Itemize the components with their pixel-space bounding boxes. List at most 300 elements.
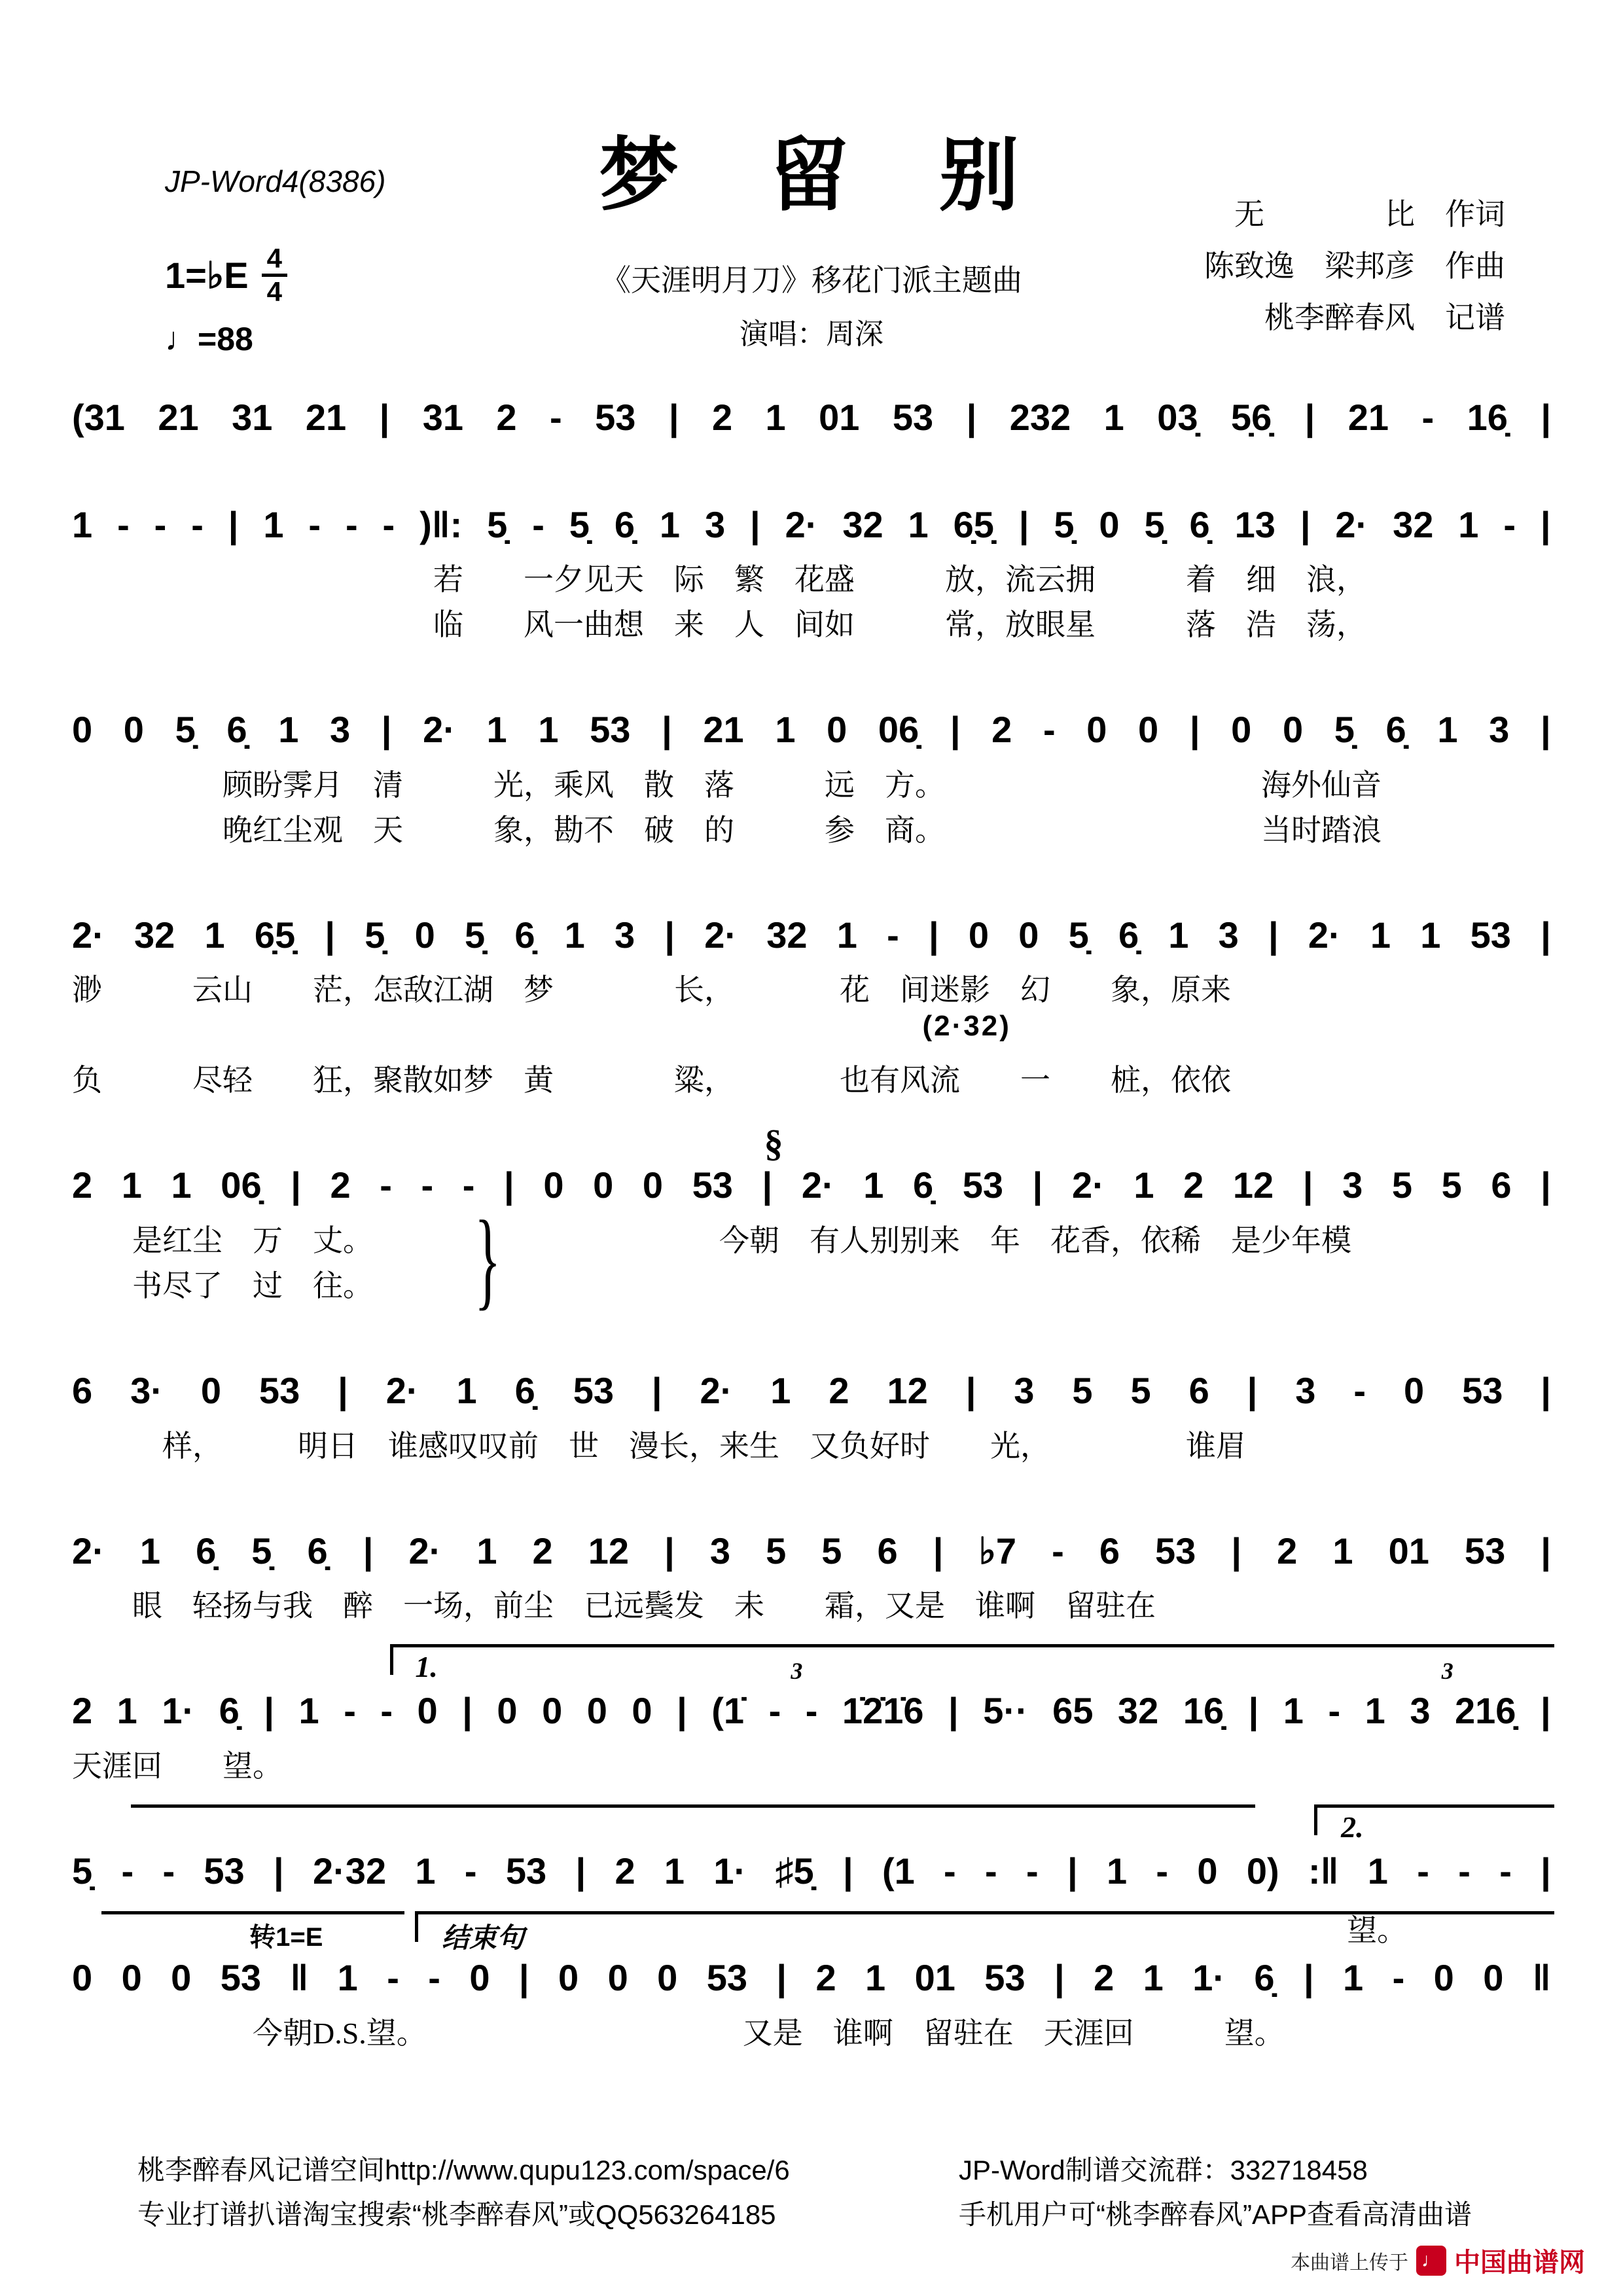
note-token: 3 xyxy=(1218,914,1239,956)
note-token: 2· xyxy=(1335,503,1368,545)
note-token: 53 xyxy=(220,1957,261,1999)
note-token: | xyxy=(1541,397,1551,438)
lyrics-block xyxy=(72,967,1551,1103)
lyrics-block xyxy=(72,557,1551,647)
note-token: 1· xyxy=(713,1850,747,1892)
note-token: 2 xyxy=(532,1530,553,1571)
note-token: | xyxy=(1189,709,1200,751)
music-system xyxy=(72,1366,1551,1469)
music-line xyxy=(72,1953,1551,2003)
lyric-line: 顾盼霁月 清 光，乘风 散 落 远 方。 海外仙音 xyxy=(72,768,1382,802)
music-system xyxy=(72,1650,1551,1789)
tempo-marking: ♩=88 xyxy=(165,321,253,358)
note-token: 16̣ xyxy=(1183,1690,1224,1732)
note-token: - xyxy=(944,1850,956,1892)
note-token: 5 xyxy=(766,1530,787,1571)
page-title: 梦 留 别 xyxy=(599,132,1024,221)
note-token: ‖ xyxy=(290,1957,309,1999)
note-token: 6̣ xyxy=(226,709,247,751)
triplet-mark: 3 xyxy=(791,1658,803,1685)
note-token: - xyxy=(421,1164,434,1206)
note-token: - xyxy=(1353,1369,1366,1411)
note-token: 6̣ xyxy=(614,503,635,545)
note-token: 2· xyxy=(408,1530,442,1571)
note-token: | xyxy=(965,1369,976,1411)
note-token: 2· xyxy=(1071,1164,1105,1206)
note-token: | xyxy=(1032,1164,1043,1206)
note-token: | xyxy=(651,1369,662,1411)
note-token: | xyxy=(1067,1850,1078,1892)
volta2-bracket-cont xyxy=(101,1911,404,1914)
note-token: 2· xyxy=(1308,914,1341,956)
note-token: 3 xyxy=(709,1530,731,1571)
qupu-logo-icon: ♩ xyxy=(1416,2246,1446,2276)
service-contact-line: 专业打谱扒谱淘宝搜索“桃李醉春风”或QQ563264185 xyxy=(137,2199,776,2231)
note-token: | xyxy=(1541,1530,1551,1571)
music-system xyxy=(72,1526,1551,1629)
lyrics-block xyxy=(72,1744,1551,1789)
note-token: 6 xyxy=(1099,1530,1120,1571)
note-token: 32 xyxy=(766,914,808,956)
note-token: | xyxy=(1540,503,1551,545)
note-token: - xyxy=(464,1850,477,1892)
note-token: 3 xyxy=(1014,1369,1035,1411)
note-token: 0 xyxy=(1018,914,1039,956)
note-token: | xyxy=(379,397,390,438)
lyrics-block xyxy=(72,1583,1551,1628)
note-token: 65 xyxy=(1052,1690,1094,1732)
lyric-line: 今朝D.S.望。 又是 谁啊 留驻在 天涯回 望。 xyxy=(72,2016,1285,2050)
note-token: - xyxy=(191,503,204,545)
note-token: 1 xyxy=(139,1530,161,1571)
transcriber-space-url: 桃李醉春风记谱空间http://www.qupu123.com/space/6 xyxy=(137,2155,790,2185)
note-token: 1 xyxy=(564,914,585,956)
note-token: 53 xyxy=(692,1164,733,1206)
note-token: 0 xyxy=(827,709,847,751)
note-token: | xyxy=(762,1164,773,1206)
triplet-mark: 3 xyxy=(1441,1658,1454,1685)
note-token: - xyxy=(1328,1690,1341,1732)
note-token: - xyxy=(1503,503,1516,545)
note-token: 12 xyxy=(1232,1164,1274,1206)
note-token: 2 xyxy=(72,1690,93,1732)
music-system xyxy=(72,393,1551,442)
note-token: 0 xyxy=(171,1957,192,1999)
note-token: 31 xyxy=(422,397,463,438)
note-token: 01 xyxy=(1388,1530,1429,1571)
note-token: - xyxy=(550,397,562,438)
note-token: 2 xyxy=(815,1957,836,1999)
note-token: 5·· xyxy=(983,1690,1028,1732)
note-token: - xyxy=(985,1850,997,1892)
note-token: 6̣ xyxy=(307,1530,328,1571)
note-token: 1 xyxy=(263,503,284,545)
site-brand-name: 中国曲谱网 xyxy=(1454,2248,1585,2277)
lyrics-block xyxy=(72,762,1551,853)
key-signature-block xyxy=(165,243,287,358)
note-token: 53 xyxy=(505,1850,547,1892)
key-time-row xyxy=(165,243,287,307)
note-token: 1 xyxy=(908,503,929,545)
note-token: 0 xyxy=(968,914,990,956)
note-token: 0 xyxy=(1282,709,1304,751)
note-token: | xyxy=(338,1369,348,1411)
note-token: 6̣ xyxy=(219,1690,240,1732)
note-token: 31 xyxy=(232,397,273,438)
note-token: 1 xyxy=(278,709,299,751)
lyric-line: 晚红尘观 天 象，勘不 破 的 参 商。 当时踏浪 xyxy=(72,813,1382,847)
note-token: 6 xyxy=(877,1530,898,1571)
music-line xyxy=(72,500,1551,550)
note-token: | xyxy=(1302,1164,1313,1206)
note-token: | xyxy=(662,709,672,751)
note-token: :‖ xyxy=(1308,1850,1339,1892)
note-token: 21 xyxy=(305,397,347,438)
note-token: 1 xyxy=(1106,1850,1128,1892)
music-line xyxy=(72,393,1551,442)
note-token: 1 xyxy=(765,397,786,438)
note-token: 3 xyxy=(1295,1369,1316,1411)
note-token: 3· xyxy=(130,1369,163,1411)
note-token: 1 xyxy=(337,1957,358,1999)
note-token: 0 xyxy=(1483,1957,1504,1999)
note-token: (31 xyxy=(72,397,125,438)
note-token: 5̣ xyxy=(464,914,486,956)
note-token: 1 xyxy=(476,1530,497,1571)
note-token: 0) xyxy=(1246,1850,1279,1892)
note-token: 32 xyxy=(1117,1690,1159,1732)
note-token: ‖ xyxy=(1532,1957,1551,1999)
note-token: - xyxy=(387,1957,399,1999)
note-token: 2 xyxy=(1183,1164,1204,1206)
note-token: 6̣ xyxy=(1118,914,1139,956)
note-token: 1· xyxy=(1192,1957,1225,1999)
note-token: | xyxy=(1054,1957,1065,1999)
note-token: | xyxy=(504,1164,514,1206)
lyric-line: 渺 云山 茫，怎敌江湖 梦 长， 花 间迷影 幻 象，原来 xyxy=(72,973,1231,1007)
note-token: 2·32 xyxy=(313,1850,387,1892)
note-token: - xyxy=(154,503,167,545)
note-token: | xyxy=(1540,709,1551,751)
note-token: 12 xyxy=(887,1369,928,1411)
note-token: 1 xyxy=(1367,1850,1388,1892)
note-token: 3 xyxy=(1489,709,1510,751)
note-token: | xyxy=(842,1850,853,1892)
note-token: 5̣ xyxy=(1144,503,1165,545)
note-token: 0 xyxy=(543,1164,564,1206)
key-change: 转1=E xyxy=(249,1923,323,1952)
lyric-line: 望。 xyxy=(1347,1913,1408,1947)
time-denominator: 4 xyxy=(262,274,287,307)
note-token: - xyxy=(1499,1850,1512,1892)
note-token: 0 xyxy=(586,1690,607,1732)
note-token: - xyxy=(1421,397,1435,438)
note-token: 2· xyxy=(72,914,105,956)
note-token: 1 xyxy=(486,709,507,751)
coda-bracket xyxy=(415,1911,1554,1942)
note-token: 32 xyxy=(134,914,175,956)
note-token: 5 xyxy=(1130,1369,1151,1411)
note-token: 1 xyxy=(863,1164,884,1206)
note-token: 216̣ xyxy=(1454,1690,1516,1732)
music-system xyxy=(72,1922,1551,2056)
note-token: | xyxy=(1300,503,1311,545)
lyric-line: 天涯回 望。 xyxy=(72,1749,283,1783)
verse-brace: } xyxy=(474,1198,501,1321)
note-token: 2 xyxy=(330,1164,351,1206)
volta2-label: 2. xyxy=(1341,1810,1364,1844)
note-token: 2 xyxy=(1094,1957,1115,1999)
note-token: 1 xyxy=(659,503,681,545)
note-token: 1 xyxy=(298,1690,319,1732)
music-system xyxy=(72,500,1551,648)
note-token: 2· xyxy=(785,503,818,545)
note-token: 2· xyxy=(801,1164,834,1206)
note-token: 53 xyxy=(706,1957,747,1999)
volta1-bracket-cont xyxy=(131,1804,1255,1808)
note-token: 01 xyxy=(819,397,860,438)
note-token: 6 xyxy=(1188,1369,1209,1411)
note-token: 1 xyxy=(770,1369,791,1411)
note-token: 06̣ xyxy=(221,1164,262,1206)
note-token: 5̣ xyxy=(1068,914,1089,956)
note-token: 2· xyxy=(700,1369,733,1411)
note-token: 2· xyxy=(704,914,738,956)
site-attribution xyxy=(1291,2242,1585,2279)
music-line xyxy=(72,705,1551,755)
note-token: - xyxy=(768,1690,781,1732)
note-token: 5̣ xyxy=(251,1530,272,1571)
note-token: 1 xyxy=(204,914,225,956)
note-token: 0 xyxy=(1197,1850,1218,1892)
note-token: - xyxy=(308,503,321,545)
note-token: ♯5̣ xyxy=(775,1850,814,1892)
lyric-line: 负 尽轻 狂，聚散如梦 黄 粱， 也有风流 一 桩，依依 xyxy=(72,1064,1231,1098)
lyrics-block xyxy=(72,1424,1551,1469)
note-token: 6̣ xyxy=(196,1530,217,1571)
note-token: 1 xyxy=(865,1957,886,1999)
note-token: - xyxy=(805,1690,818,1732)
lyric-line: 临 风一曲想 来 人 间如 常，放眼星 落 浩 荡， xyxy=(72,608,1366,642)
note-token: 0 xyxy=(72,1957,93,1999)
note-token: 06̣ xyxy=(878,709,919,751)
note-token: | xyxy=(264,1690,274,1732)
note-token: 1· xyxy=(162,1690,195,1732)
music-line xyxy=(72,910,1551,960)
coda-label: 结束句 xyxy=(442,1922,525,1954)
note-token: 1 xyxy=(1283,1690,1304,1732)
note-token: | xyxy=(1541,914,1551,956)
note-token: 1 xyxy=(1103,397,1124,438)
note-token: | xyxy=(776,1957,787,1999)
note-token: 5̣ xyxy=(175,709,196,751)
segno-mark: § xyxy=(764,1122,783,1165)
lyrics-block xyxy=(72,1218,1551,1308)
note-token: 1 xyxy=(1332,1530,1353,1571)
note-token: 6 xyxy=(1491,1164,1512,1206)
footer-left xyxy=(137,2148,790,2237)
lyric-line: 眼 轻扬与我 醉 一场，前尘 已远鬓发 未 霜，又是 谁啊 留驻在 xyxy=(72,1589,1156,1623)
note-token: 5̣ xyxy=(569,503,590,545)
note-token: | xyxy=(1247,1369,1258,1411)
note-token: 21 xyxy=(1347,397,1389,438)
note-token: | xyxy=(575,1850,586,1892)
note-token: 1 xyxy=(1133,1164,1154,1206)
note-token: 5̣ xyxy=(1334,709,1355,751)
lyric-line: 书尽了 过 往。 xyxy=(72,1268,373,1302)
note-token: 0 xyxy=(1231,709,1252,751)
note-token: 21 xyxy=(703,709,744,751)
note-token: | xyxy=(1018,503,1029,545)
note-token: 53 xyxy=(892,397,934,438)
composer-credit: 陈致逸 梁邦彦 作曲 xyxy=(1204,249,1505,283)
note-token: | xyxy=(1303,1957,1314,1999)
note-token: 1 xyxy=(1168,914,1189,956)
note-token: | xyxy=(677,1690,687,1732)
note-token: 53 xyxy=(204,1850,245,1892)
note-token: - xyxy=(380,1164,392,1206)
subtitle: 《天涯明月刀》移花门派主题曲 xyxy=(601,264,1022,297)
note-token: - xyxy=(887,914,899,956)
lyric-line: 若 一夕见天 际 繁 花盛 放，流云拥 着 细 浪， xyxy=(72,563,1366,597)
note-token: | xyxy=(750,503,760,545)
note-token: - xyxy=(1156,1850,1169,1892)
note-token: 53 xyxy=(1464,1530,1506,1571)
note-token: - xyxy=(121,1850,134,1892)
time-numerator: 4 xyxy=(266,243,282,274)
note-token: 5̣6̣ xyxy=(1230,397,1272,438)
note-token: | xyxy=(325,914,336,956)
note-token: 12 xyxy=(588,1530,630,1571)
note-token: 0 xyxy=(497,1690,518,1732)
lyrics-block xyxy=(72,2011,1551,2056)
watermark: JP-Word4(8386) xyxy=(165,164,386,198)
note-token: 2 xyxy=(496,397,517,438)
note-token: 2 xyxy=(72,1164,93,1206)
note-token: 0 xyxy=(200,1369,221,1411)
note-token: 5 xyxy=(821,1530,842,1571)
note-token: (1 xyxy=(882,1850,915,1892)
note-token: 53 xyxy=(1155,1530,1196,1571)
note-token: 0 xyxy=(558,1957,579,1999)
note-token: 0 xyxy=(121,1957,142,1999)
note-token: | xyxy=(1304,397,1315,438)
note-token: 0 xyxy=(607,1957,628,1999)
note-token: - xyxy=(117,503,130,545)
note-token: 16̣ xyxy=(1467,397,1508,438)
note-token: 6̣ xyxy=(1189,503,1210,545)
note-token: 6̣ xyxy=(514,914,535,956)
note-token: 1 xyxy=(836,914,857,956)
note-token: 0 xyxy=(417,1690,438,1732)
note-token: 6̣ xyxy=(1385,709,1406,751)
note-token: - xyxy=(382,503,395,545)
note-token: 2 xyxy=(615,1850,635,1892)
note-token: 0 xyxy=(1138,709,1159,751)
note-token: | xyxy=(381,709,392,751)
note-token: 1 xyxy=(664,1850,685,1892)
note-token: 03̣ xyxy=(1157,397,1198,438)
qq-group-line: JP-Word制谱交流群：332718458 xyxy=(959,2155,1368,2185)
note-token: | xyxy=(928,914,939,956)
note-token: 0 xyxy=(1403,1369,1425,1411)
note-token: 53 xyxy=(590,709,631,751)
note-token: | xyxy=(1541,1369,1551,1411)
note-token: - xyxy=(462,1164,475,1206)
note-token: 0 xyxy=(1099,503,1120,545)
note-token: 5 xyxy=(1441,1164,1462,1206)
note-token: - xyxy=(162,1850,175,1892)
note-token: 2 xyxy=(1277,1530,1298,1571)
note-token: | xyxy=(1541,1850,1551,1892)
key-signature: 1=♭E xyxy=(165,254,249,296)
note-token: 1 xyxy=(121,1164,142,1206)
footer-right xyxy=(959,2148,1472,2237)
note-token: 0 xyxy=(469,1957,490,1999)
note-token: 0 xyxy=(642,1164,664,1206)
note-token: 1 xyxy=(116,1690,137,1732)
note-token: 5 xyxy=(1391,1164,1412,1206)
performer: 演唱：周深 xyxy=(740,318,883,350)
time-signature xyxy=(262,243,287,307)
note-token: 0 xyxy=(632,1690,652,1732)
note-token: | xyxy=(518,1957,529,1999)
note-token: 53 xyxy=(962,1164,1004,1206)
note-token: | xyxy=(228,503,239,545)
music-system xyxy=(72,910,1551,1103)
note-token: 32 xyxy=(842,503,883,545)
note-token: 32 xyxy=(1393,503,1434,545)
note-token: 2 xyxy=(991,709,1012,751)
note-token: )‖: xyxy=(419,503,463,545)
note-token: 1 xyxy=(1343,1957,1364,1999)
note-token: 6 xyxy=(72,1369,93,1411)
note-token: 13 xyxy=(1234,503,1275,545)
lyricist-credit: 无 比 作词 xyxy=(1234,198,1505,231)
note-token: 3 xyxy=(704,503,726,545)
note-token: 6̣5̣ xyxy=(953,503,994,545)
note-token: 5 xyxy=(1072,1369,1093,1411)
note-token: 3 xyxy=(329,709,351,751)
note-token: 01 xyxy=(914,1957,955,1999)
note-token: | xyxy=(1268,914,1279,956)
note-token: 0 xyxy=(1433,1957,1454,1999)
note-token: - xyxy=(1026,1850,1039,1892)
note-token: 53 xyxy=(1470,914,1511,956)
note-token: 1̇2̇1̇6 xyxy=(842,1690,924,1732)
note-token: 53 xyxy=(1462,1369,1503,1411)
note-token: 2 xyxy=(829,1369,849,1411)
note-token: 3 xyxy=(1410,1690,1431,1732)
note-token: 0 xyxy=(593,1164,614,1206)
note-token: - xyxy=(532,503,544,545)
note-token: 1 xyxy=(775,709,796,751)
volta1-label: 1. xyxy=(415,1650,438,1684)
note-token: | xyxy=(664,914,675,956)
note-token: 3 xyxy=(615,914,635,956)
note-token: 232 xyxy=(1009,397,1071,438)
note-token: 53 xyxy=(573,1369,614,1411)
note-token: 1 xyxy=(1364,1690,1385,1732)
note-token: 0 xyxy=(542,1690,563,1732)
note-token: 1 xyxy=(538,709,559,751)
note-token: 1 xyxy=(1458,503,1479,545)
note-token: 6̣ xyxy=(514,1369,535,1411)
note-token: | xyxy=(1231,1530,1242,1571)
note-token: 6̣5̣ xyxy=(254,914,296,956)
note-token: ♭7 xyxy=(978,1530,1017,1571)
ossia-notes: (2·32) xyxy=(922,1009,1011,1042)
